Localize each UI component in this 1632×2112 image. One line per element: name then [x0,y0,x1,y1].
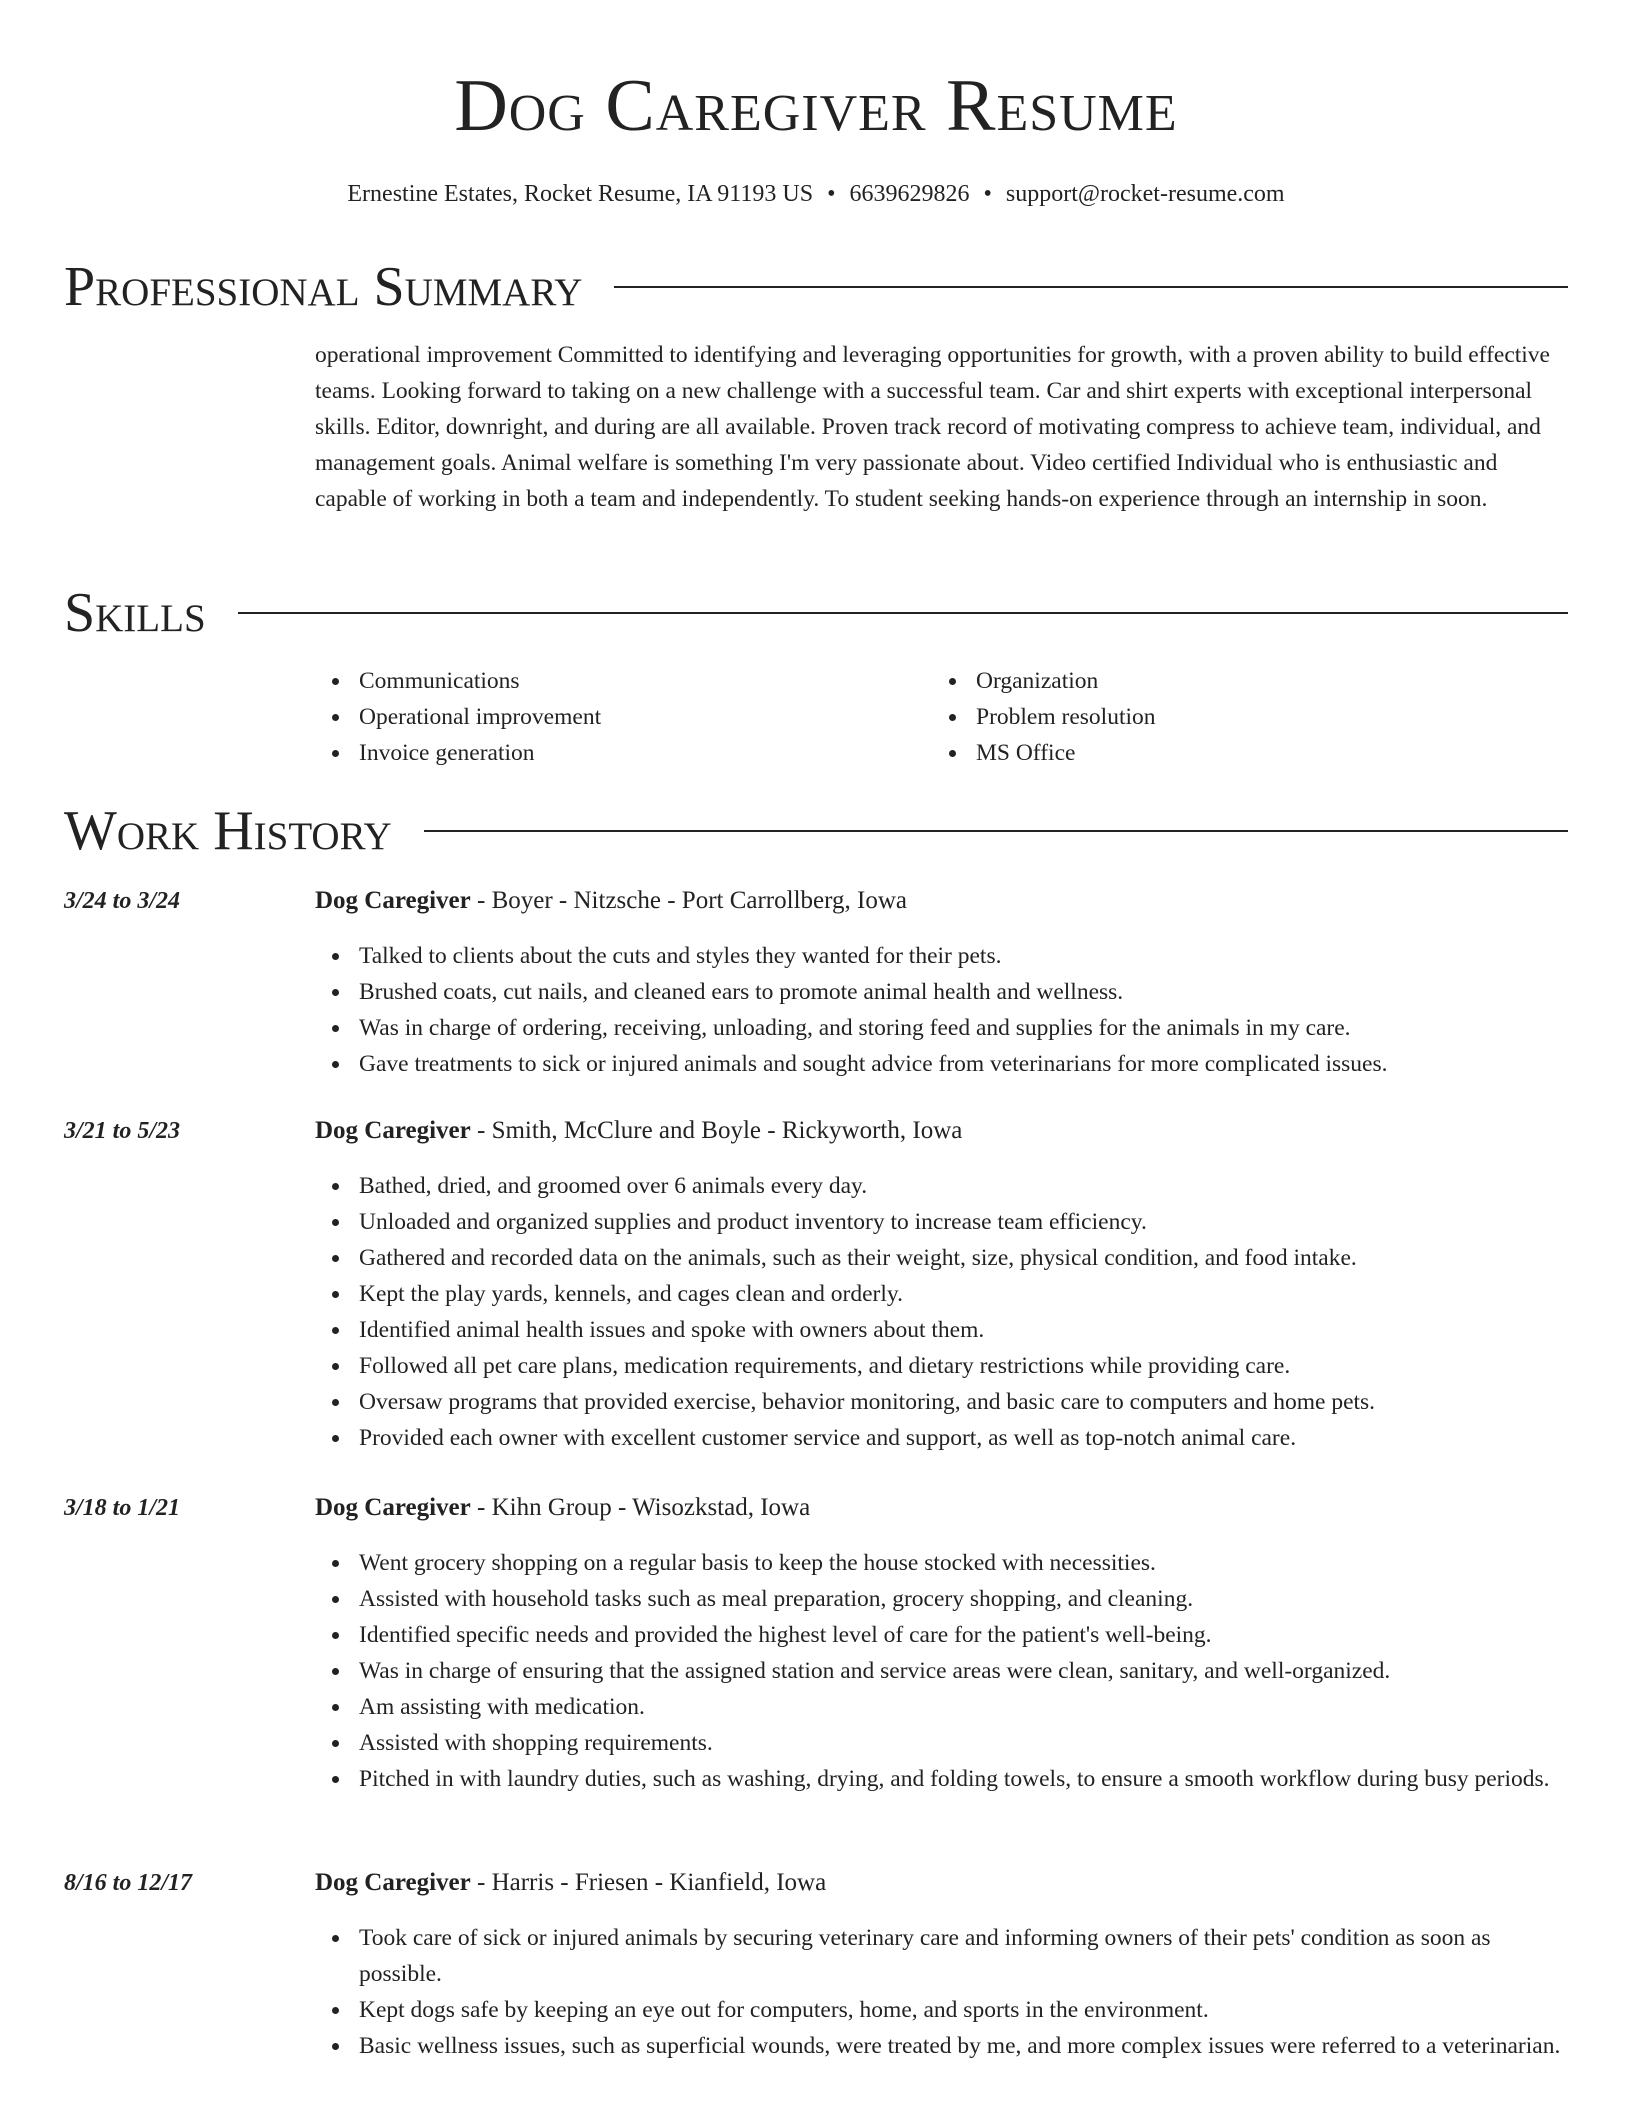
skill-item: Organization [976,663,1549,699]
job-bullet: Brushed coats, cut nails, and cleaned ears to promote animal health and wellness. [359,974,1569,1010]
contact-phone: 6639629826 [849,181,970,207]
job-bullets [315,1168,1569,1456]
job-bullet: Gathered and recorded data on the animals, such as their weight, size, physical condition, and food intake. [359,1240,1569,1276]
job-bullet: Followed all pet care plans, medication requirements, and dietary restrictions while providing care. [359,1348,1569,1384]
job-bullet: Provided each owner with excellent customer service and support, as well as top-notch animal care. [359,1420,1569,1456]
job-heading [315,1490,810,1526]
job-bullet: Kept dogs safe by keeping an eye out for computers, home, and sports in the environment. [359,1992,1569,2028]
job-dates: 3/18 to 1/21 [64,1495,181,1521]
job-bullet: Basic wellness issues, such as superficial wounds, were treated by me, and more complex issues were referred to a veterinarian. [359,2028,1569,2064]
section-title-skills: Skills [64,582,206,644]
section-header-summary [64,257,1568,317]
contact-separator: • [827,181,836,207]
contact-email[interactable]: support@rocket-resume.com [1005,181,1285,207]
contact-separator: • [983,181,992,207]
skills-column-left [315,663,932,771]
job-title: Dog Caregiver [315,1869,471,1896]
resume-page [64,0,1568,2059]
job-bullet: Talked to clients about the cuts and styles they wanted for their pets. [359,938,1569,974]
job-title: Dog Caregiver [315,1117,471,1144]
skill-item: MS Office [976,735,1549,771]
job-dates: 3/21 to 5/23 [64,1118,181,1144]
job-bullet: Assisted with shopping requirements. [359,1725,1569,1761]
job-bullets [315,1545,1569,1797]
job-employer-location: - Boyer - Nitzsche - Port Carrollberg, Iowa [470,887,907,914]
job-bullets [315,938,1569,1082]
job-heading [315,1113,962,1149]
skill-item: Communications [359,663,932,699]
job-title: Dog Caregiver [315,1494,471,1521]
job-bullet: Was in charge of ordering, receiving, unloading, and storing feed and supplies for the animals in my care. [359,1010,1569,1046]
job-bullet: Kept the play yards, kennels, and cages clean and orderly. [359,1276,1569,1312]
contact-line [64,179,1568,209]
skills-list [315,663,1569,771]
job-bullet: Took care of sick or injured animals by securing veterinary care and informing owners of their pets' condition as soon as possible. [359,1920,1569,1992]
job-bullet: Identified animal health issues and spoke with owners about them. [359,1312,1569,1348]
job-dates: 8/16 to 12/17 [64,1870,193,1896]
job-bullet: Pitched in with laundry duties, such as washing, drying, and folding towels, to ensure a smooth workflow during busy periods. [359,1761,1569,1797]
skill-item: Problem resolution [976,699,1549,735]
skill-item: Operational improvement [359,699,932,735]
section-title-work: Work History [64,800,392,862]
section-header-work [64,801,1568,861]
job-employer-location: - Kihn Group - Wisozkstad, Iowa [470,1494,811,1521]
job-bullet: Went grocery shopping on a regular basis to keep the house stocked with necessities. [359,1545,1569,1581]
job-bullet: Am assisting with medication. [359,1689,1569,1725]
resume-title: Dog Caregiver Resume [454,65,1178,147]
job-bullet: Oversaw programs that provided exercise, behavior monitoring, and basic care to computers and home pets. [359,1384,1569,1420]
job-bullet: Identified specific needs and provided the highest level of care for the patient's well-being. [359,1617,1569,1653]
job-bullet: Was in charge of ensuring that the assigned station and service areas were clean, sanitary, and well-organized. [359,1653,1569,1689]
section-divider [424,830,1568,832]
section-divider [238,612,1568,614]
summary-paragraph: operational improvement Committed to identifying and leveraging opportunities for growth, with a proven ability to build effective teams. Looking forward to taking on a new challenge with a successful team. Car and shirt experts with exceptional interpersonal skills. Editor, downright, and during are all available. Proven track record of motivating compress to achieve team, individual, and management goals. Animal welfare is something I'm very passionate about. Video certified Individual who is enthusiastic and capable of working in both a team and independently. To student seeking hands-on experience through an internship in soon. [315,342,1550,512]
job-heading [315,883,907,919]
job-bullet: Assisted with household tasks such as meal preparation, grocery shopping, and cleaning. [359,1581,1569,1617]
job-employer-location: - Harris - Friesen - Kianfield, Iowa [470,1869,827,1896]
skills-column-right [932,663,1549,771]
section-title-summary: Professional Summary [64,256,583,318]
job-bullets [315,1920,1569,2064]
job-bullet: Gave treatments to sick or injured animals and sought advice from veterinarians for more complicated issues. [359,1046,1569,1082]
job-heading [315,1865,826,1901]
contact-address: Ernestine Estates, Rocket Resume, IA 91193 US [347,181,814,207]
job-bullet: Bathed, dried, and groomed over 6 animals every day. [359,1168,1569,1204]
job-employer-location: - Smith, McClure and Boyle - Rickyworth, Iowa [470,1117,963,1144]
section-header-skills [64,583,1568,643]
job-title: Dog Caregiver [315,887,471,914]
skill-item: Invoice generation [359,735,932,771]
job-dates: 3/24 to 3/24 [64,888,181,914]
section-divider [614,286,1568,288]
job-bullet: Unloaded and organized supplies and product inventory to increase team efficiency. [359,1204,1569,1240]
